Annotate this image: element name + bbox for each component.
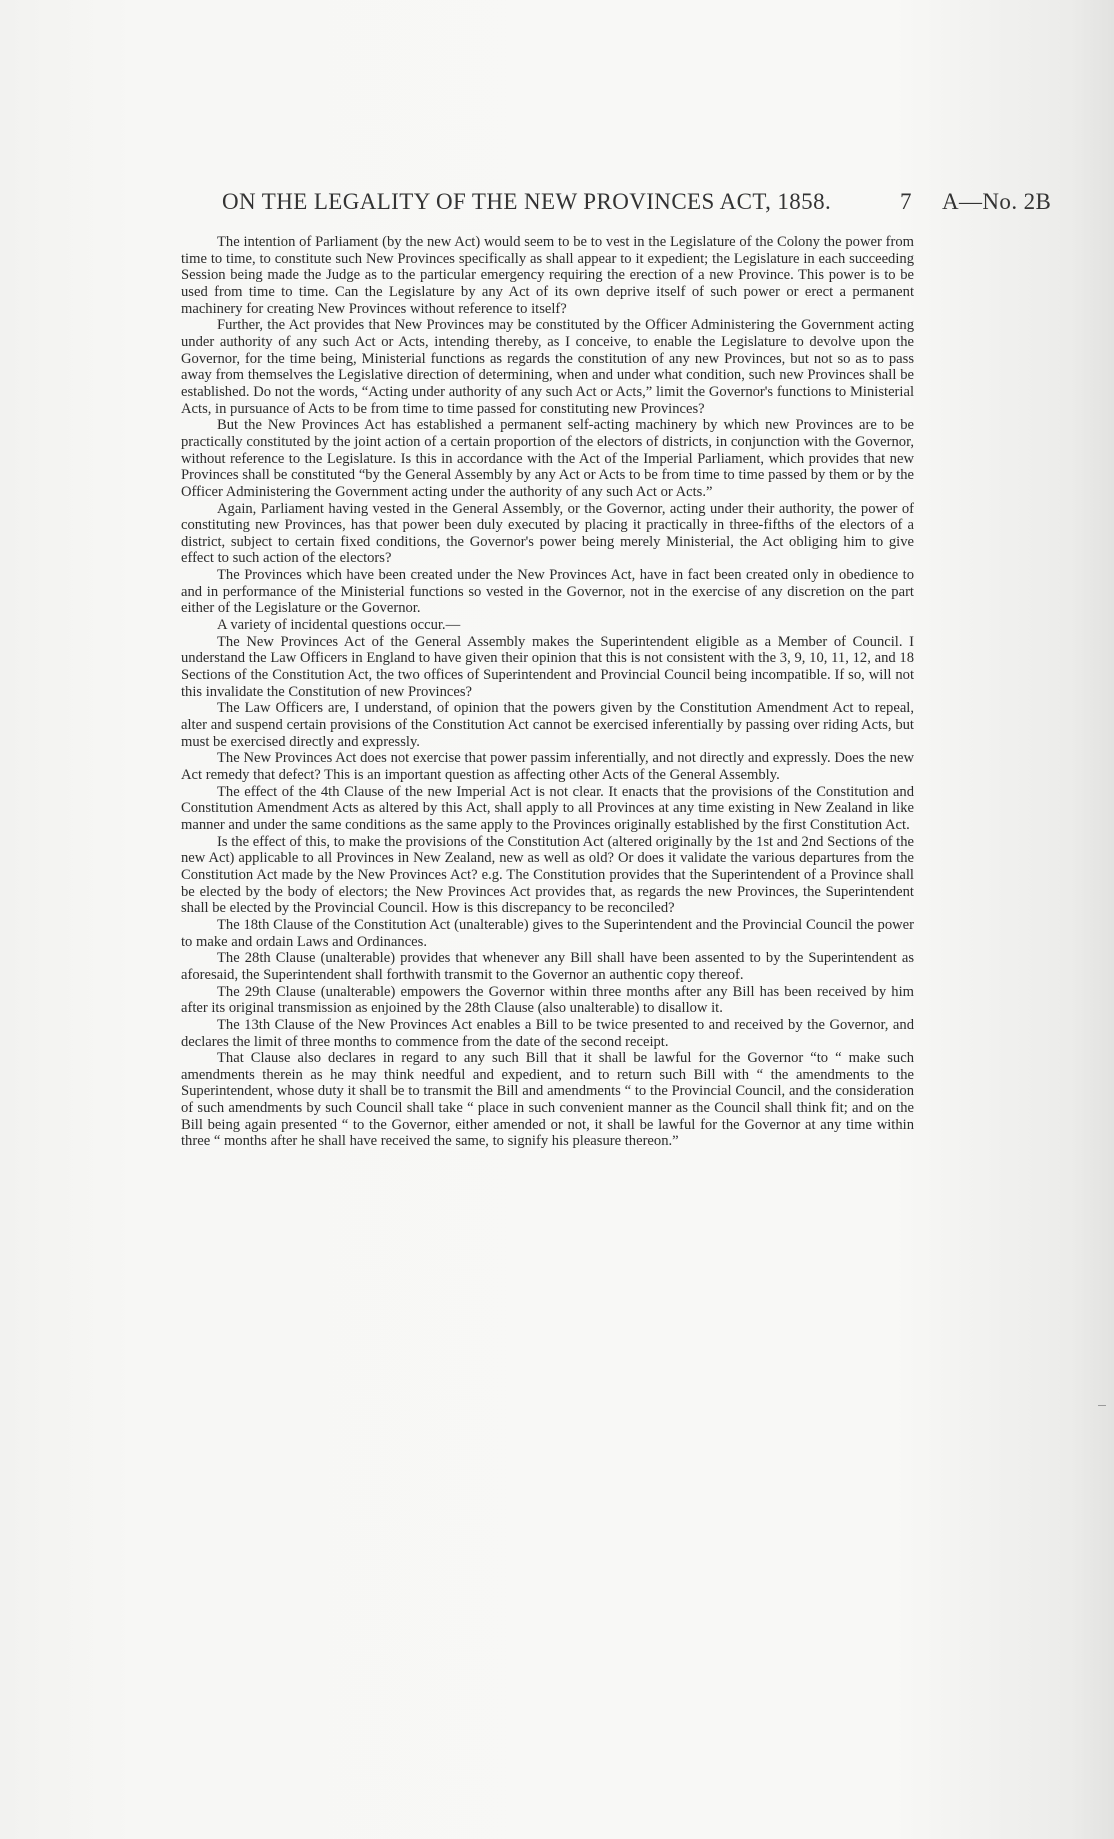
paragraph: A variety of incidental questions occur.— — [217, 617, 461, 634]
paragraph: The 13th Clause of the New Provinces Act enables a Bill to be twice presented to and received by the Governor, and declares the limit of three months to commence from the date of the second receipt. — [181, 1016, 914, 1050]
paragraph: The 18th Clause of the Constitution Act (unalterable) gives to the Superintendent and the Provincial Council the power to make and ordain Laws and Ordinances. — [181, 916, 914, 950]
quoted-paragraph: That Clause also declares in regard to any such Bill that it shall be lawful for the Governor “to “ make such amendments therein as he may think needful and expedient, and to return such Bill with “ the amendments to the Superintendent, whose duty it shall be to transmit the Bill and amendments “ to the Provincial Council, and the consideration of such amendments by such Council shall take “ place in such convenient manner as the Council shall think fit; and on the Bill being again presented “ to the Governor, either amended or not, it shall be lawful for the Governor at any time within three “ months after he shall have received the same, to signify his pleasure thereon.” — [181, 1050, 914, 1150]
page-number: 7 — [900, 189, 912, 214]
paragraph: The intention of Parliament (by the new Act) would seem to be to vest in the Legislature of the Colony the power from time to time, to constitute such New Provinces specifically as shall appear to it expedient; the Legislature in each succeeding Session being made the Judge as to the particular emergency requiring the erection of a new Province. This power is to be used from time to time. Can the Legislature by any Act of its own deprive itself of such power or erect a permanent machinery for creating New Provinces without reference to itself? — [181, 234, 914, 317]
paragraph: The effect of the 4th Clause of the new Imperial Act is not clear. It enacts that the provisions of the Constitution and Constitution Amendment Acts as altered by this Act, shall apply to all Provinces at any time existing in New Zealand in like manner and under the same conditions as the same apply to the Provinces originally established by the first Constitution Act. — [181, 783, 914, 833]
body-text — [181, 234, 914, 1150]
paragraph: The Law Officers are, I understand, of opinion that the powers given by the Constitution Amendment Act to repeal, alter and suspend certain provisions of the Constitution Act cannot be exercised inferentially by passing over riding Acts, but must be exercised directly and expressly. — [181, 700, 914, 750]
paragraph: Again, Parliament having vested in the General Assembly, or the Governor, acting under their authority, the power of constituting new Provinces, has that power been duly executed by placing it practically in three-fifths of the electors of a district, subject to certain fixed conditions, the Governor's power being merely Ministerial, the Act obliging him to give effect to such action of the electors? — [181, 500, 914, 567]
paragraph: The Provinces which have been created under the New Provinces Act, have in fact been created only in obedience to and in performance of the Ministerial functions so vested in the Governor, not in the exercise of any discretion on the part either of the Legislature or the Governor. — [181, 567, 914, 617]
page-header — [222, 189, 1052, 219]
paragraph: The 29th Clause (unalterable) empowers the Governor within three months after any Bill has been received by him after its original transmission as enjoined by the 28th Clause (also unalterable) to disallow it. — [181, 983, 914, 1017]
paragraph: The New Provinces Act does not exercise that power passim inferentially, and not directly and expressly. Does the new Act remedy that defect? This is an important question as affecting other Acts of the General Assembly. — [181, 750, 914, 783]
paragraph: Further, the Act provides that New Provinces may be constituted by the Officer Administering the Government acting under authority of any such Act or Acts, intending thereby, as I conceive, to enable the Legislature to devolve upon the Governor, for the time being, Ministerial functions as regards the constitution of any new Provinces, but not so as to pass away from themselves the Legislative direction of determining, when and under what condition, such new Provinces shall be established. Do not the words, “Acting under authority of any such Act or Acts,” limit the Governor's functions to Ministerial Acts, in pursuance of Acts to be from time to time passed for constituting new Provinces? — [181, 317, 914, 417]
running-title: ON THE LEGALITY OF THE NEW PROVINCES ACT, 1858. — [222, 189, 832, 214]
paragraph: The 28th Clause (unalterable) provides that whenever any Bill shall have been assented to by the Superintendent as aforesaid, the Superintendent shall forthwith transmit to the Governor an authentic copy thereof. — [181, 950, 914, 983]
edge-mark — [1098, 1405, 1106, 1406]
paragraph: But the New Provinces Act has established a permanent self-acting machinery by which new Provinces are to be practically constituted by the joint action of a certain proportion of the electors of districts, in conjunction with the Governor, without reference to the Legislature. Is this in accordance with the Act of the Imperial Parliament, which provides that new Provinces shall be constituted “by the General Assembly by any Act or Acts to be from time to time passed by them or by the Officer Administering the Government acting under the authority of any such Act or Acts.” — [181, 417, 914, 500]
paper-reference: A—No. 2B — [942, 189, 1052, 214]
paragraph: The New Provinces Act of the General Assembly makes the Superintendent eligible as a Member of Council. I understand the Law Officers in England to have given their opinion that this is not consistent with the 3, 9, 10, 11, 12, and 18 Sections of the Constitution Act, the two offices of Superintendent and Provincial Council being incompatible. If so, will not this invalidate the Constitution of new Provinces? — [181, 633, 914, 700]
paragraph: Is the effect of this, to make the provisions of the Constitution Act (altered originally by the 1st and 2nd Sections of the new Act) applicable to all Provinces in New Zealand, new as well as old? Or does it validate the various departures from the Constitution Act made by the New Provinces Act? e.g. The Constitution provides that the Superintendent of a Province shall be elected by the body of electors; the New Provinces Act provides that, as regards the new Provinces, the Superintendent shall be elected by the Provincial Council. How is this discrepancy to be reconciled? — [181, 833, 914, 917]
